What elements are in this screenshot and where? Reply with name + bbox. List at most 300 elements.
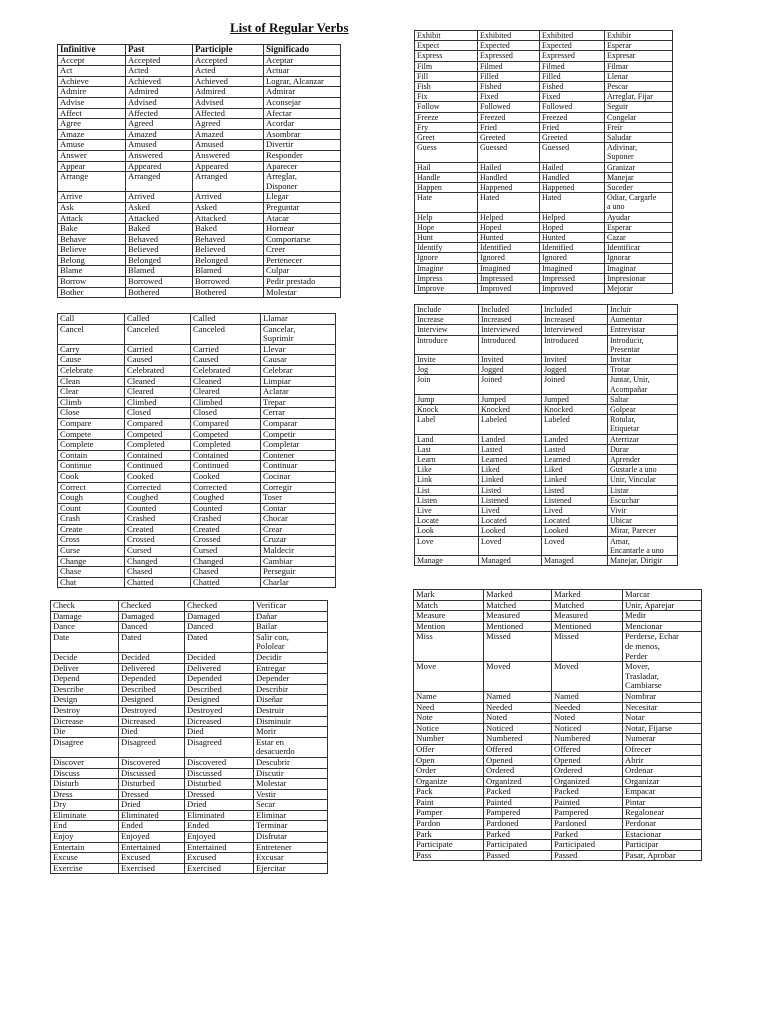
participle-cell: Linked	[542, 475, 608, 485]
meaning-cell: Cerrar	[261, 408, 336, 419]
participle-cell: Passed	[552, 850, 623, 861]
infinitive-cell: Impress	[415, 273, 478, 283]
infinitive-cell: Disagree	[51, 737, 119, 757]
meaning-cell: Aterrizar	[608, 434, 678, 444]
past-cell: Arranged	[126, 172, 193, 192]
meaning-cell: Saludar	[605, 133, 673, 143]
past-cell: Changed	[125, 556, 191, 567]
infinitive-cell: Ignore	[415, 253, 478, 263]
table-row	[51, 863, 328, 874]
infinitive-cell: Correct	[58, 482, 125, 493]
table-row	[414, 600, 702, 611]
participle-cell: Offered	[552, 744, 623, 755]
infinitive-cell: Happen	[415, 183, 478, 193]
infinitive-cell: Number	[414, 734, 484, 745]
table-row	[415, 434, 678, 444]
participle-cell: Marked	[552, 590, 623, 601]
infinitive-cell: Cancel	[58, 324, 125, 344]
meaning-cell: Organizar	[623, 776, 702, 787]
meaning-cell: Ignorar	[605, 253, 673, 263]
participle-cell: Arrived	[193, 192, 264, 203]
past-cell: Passed	[484, 850, 552, 861]
meaning-cell: Creer	[264, 245, 341, 256]
table-row	[58, 503, 336, 514]
meaning-cell: Nombrar	[623, 691, 702, 702]
past-cell: Closed	[125, 408, 191, 419]
meaning-cell: Empacar	[623, 787, 702, 798]
participle-cell: Climbed	[191, 397, 261, 408]
past-cell: Moved	[484, 662, 552, 692]
infinitive-cell: Bake	[58, 224, 126, 235]
table-row	[58, 119, 341, 130]
participle-cell: Fished	[540, 82, 605, 92]
table-row	[51, 810, 328, 821]
table-row	[58, 514, 336, 525]
past-cell: Labeled	[479, 415, 542, 434]
table-row	[415, 315, 678, 325]
table-row	[58, 567, 336, 578]
participle-cell: Ordered	[552, 766, 623, 777]
meaning-cell: Rotular, Etiquetar	[608, 415, 678, 434]
past-cell: Loved	[479, 536, 542, 555]
past-cell: Needed	[484, 702, 552, 713]
past-cell: Missed	[484, 632, 552, 662]
table-row	[58, 577, 336, 588]
table-row	[415, 375, 678, 394]
table-row	[58, 450, 336, 461]
past-cell: Chatted	[125, 577, 191, 588]
infinitive-cell: Admire	[58, 87, 126, 98]
past-cell: Disagreed	[119, 737, 185, 757]
meaning-cell: Eliminar	[254, 810, 328, 821]
table-row	[414, 808, 702, 819]
past-cell: Numbered	[484, 734, 552, 745]
table-row	[58, 324, 336, 344]
past-cell: Competed	[125, 429, 191, 440]
participle-cell: Compared	[191, 418, 261, 429]
past-cell: Acted	[126, 66, 193, 77]
participle-cell: Agreed	[193, 119, 264, 130]
past-cell: Continued	[125, 461, 191, 472]
meaning-cell: Pescar	[605, 82, 673, 92]
infinitive-cell: Climb	[58, 397, 125, 408]
meaning-cell: Perderse, Echar de menos, Perder	[623, 632, 702, 662]
infinitive-cell: Check	[51, 601, 119, 612]
table-row	[58, 213, 341, 224]
infinitive-cell: Improve	[415, 284, 478, 294]
meaning-cell: Necesitar	[623, 702, 702, 713]
table-row	[414, 734, 702, 745]
participle-cell: Eliminated	[185, 810, 254, 821]
infinitive-cell: Amaze	[58, 129, 126, 140]
meaning-cell: Identificar	[605, 243, 673, 253]
infinitive-cell: Notice	[414, 723, 484, 734]
infinitive-cell: Eliminate	[51, 810, 119, 821]
verbs-table-4	[414, 30, 673, 294]
table-row	[58, 234, 341, 245]
past-cell: Dicreased	[119, 716, 185, 727]
meaning-cell: Asombrar	[264, 129, 341, 140]
past-cell: Cleared	[125, 387, 191, 398]
infinitive-cell: Miss	[414, 632, 484, 662]
past-cell: Blamed	[126, 266, 193, 277]
table-header-row	[58, 45, 341, 56]
meaning-cell: Impresionar	[605, 273, 673, 283]
infinitive-cell: Exhibit	[415, 31, 478, 41]
meaning-cell: Manejar, Dirigir	[608, 556, 678, 566]
table-row	[58, 556, 336, 567]
participle-cell: Exercised	[185, 863, 254, 874]
past-cell: Included	[479, 305, 542, 315]
meaning-cell: Bailar	[254, 622, 328, 633]
table-row	[415, 41, 673, 51]
meaning-cell: Chocar	[261, 514, 336, 525]
past-cell: Carried	[125, 344, 191, 355]
past-cell: Followed	[478, 102, 540, 112]
infinitive-cell: Open	[414, 755, 484, 766]
infinitive-cell: Achieve	[58, 76, 126, 87]
table-row	[58, 150, 341, 161]
participle-cell: Knocked	[542, 405, 608, 415]
infinitive-cell: Increase	[415, 315, 479, 325]
past-cell: Baked	[126, 224, 193, 235]
participle-cell: Pardoned	[552, 819, 623, 830]
participle-cell: Advised	[193, 97, 264, 108]
table-row	[414, 691, 702, 702]
past-cell: Delivered	[119, 663, 185, 674]
table-row	[415, 122, 673, 132]
participle-cell: Completed	[191, 440, 261, 451]
infinitive-cell: Decide	[51, 652, 119, 663]
past-cell: Cooked	[125, 471, 191, 482]
meaning-cell: Completar	[261, 440, 336, 451]
past-cell: Filled	[478, 71, 540, 81]
infinitive-cell: Live	[415, 506, 479, 516]
infinitive-cell: Accept	[58, 55, 126, 66]
table-row	[51, 601, 328, 612]
meaning-cell: Vestir	[254, 789, 328, 800]
table-row	[51, 842, 328, 853]
infinitive-cell: Blame	[58, 266, 126, 277]
meaning-cell: Perseguir	[261, 567, 336, 578]
table-row	[415, 92, 673, 102]
table-row	[415, 536, 678, 555]
table-row	[58, 493, 336, 504]
table-row	[415, 485, 678, 495]
infinitive-cell: Handle	[415, 172, 478, 182]
infinitive-cell: Cross	[58, 535, 125, 546]
infinitive-cell: Answer	[58, 150, 126, 161]
infinitive-cell: Freeze	[415, 112, 478, 122]
past-cell: Corrected	[125, 482, 191, 493]
table-row	[58, 482, 336, 493]
participle-cell: Ignored	[540, 253, 605, 263]
meaning-cell: Listar	[608, 485, 678, 495]
table-row	[415, 193, 673, 212]
meaning-cell: Cazar	[605, 233, 673, 243]
meaning-cell: Dañar	[254, 611, 328, 622]
infinitive-cell: Mark	[414, 590, 484, 601]
past-cell: Answered	[126, 150, 193, 161]
participle-cell: Filled	[540, 71, 605, 81]
meaning-cell: Comparar	[261, 418, 336, 429]
participle-cell: Organized	[552, 776, 623, 787]
participle-cell: Described	[185, 684, 254, 695]
table-row	[58, 255, 341, 266]
meaning-cell: Unir, Aparejar	[623, 600, 702, 611]
table-row	[51, 632, 328, 652]
meaning-cell: Verificar	[254, 601, 328, 612]
past-cell: Discussed	[119, 768, 185, 779]
participle-cell: Looked	[542, 526, 608, 536]
past-cell: Agreed	[126, 119, 193, 130]
past-cell: Borrowed	[126, 277, 193, 288]
participle-cell: Joined	[542, 375, 608, 394]
table-row	[58, 202, 341, 213]
meaning-cell: Llegar	[264, 192, 341, 203]
table-row	[415, 273, 673, 283]
participle-cell: Contained	[191, 450, 261, 461]
table-row	[415, 516, 678, 526]
infinitive-cell: Create	[58, 524, 125, 535]
participle-cell: Amused	[193, 140, 264, 151]
meaning-cell: Llamar	[261, 314, 336, 325]
participle-cell: Greeted	[540, 133, 605, 143]
participle-cell: Matched	[552, 600, 623, 611]
participle-cell: Coughed	[191, 493, 261, 504]
past-cell: Celebrated	[125, 365, 191, 376]
infinitive-cell: Carry	[58, 344, 125, 355]
infinitive-cell: Land	[415, 434, 479, 444]
meaning-cell: Llevar	[261, 344, 336, 355]
meaning-cell: Responder	[264, 150, 341, 161]
meaning-cell: Seguir	[605, 102, 673, 112]
table-row	[415, 82, 673, 92]
table-row	[415, 133, 673, 143]
participle-cell: Appeared	[193, 161, 264, 172]
participle-cell: Died	[185, 727, 254, 738]
participle-cell: Fixed	[540, 92, 605, 102]
meaning-cell: Incluir	[608, 305, 678, 315]
table-row	[58, 408, 336, 419]
meaning-cell: Hornear	[264, 224, 341, 235]
past-cell: Impressed	[478, 273, 540, 283]
infinitive-cell: Manage	[415, 556, 479, 566]
past-cell: Called	[125, 314, 191, 325]
past-cell: Ignored	[478, 253, 540, 263]
past-cell: Packed	[484, 787, 552, 798]
infinitive-cell: Continue	[58, 461, 125, 472]
meaning-cell: Suceder	[605, 183, 673, 193]
past-cell: Hailed	[478, 162, 540, 172]
verbs-table-5	[414, 304, 678, 566]
past-cell: Noticed	[484, 723, 552, 734]
table-row	[58, 266, 341, 277]
participle-cell: Followed	[540, 102, 605, 112]
table-row	[414, 611, 702, 622]
table-row	[51, 853, 328, 864]
past-cell: Participated	[484, 840, 552, 851]
meaning-cell: Exhibir	[605, 31, 673, 41]
meaning-cell: Depender	[254, 674, 328, 685]
table-row	[415, 444, 678, 454]
participle-cell: Noticed	[552, 723, 623, 734]
table-row	[415, 506, 678, 516]
table-row	[414, 662, 702, 692]
past-cell: Admired	[126, 87, 193, 98]
participle-cell: Belonged	[193, 255, 264, 266]
table-row	[414, 840, 702, 851]
infinitive-cell: Cough	[58, 493, 125, 504]
table-row	[51, 789, 328, 800]
infinitive-cell: Date	[51, 632, 119, 652]
participle-cell: Participated	[552, 840, 623, 851]
past-cell: Created	[125, 524, 191, 535]
table-row	[415, 475, 678, 485]
participle-cell: Dated	[185, 632, 254, 652]
participle-cell: Packed	[552, 787, 623, 798]
meaning-cell: Regalonear	[623, 808, 702, 819]
past-cell: Arrived	[126, 192, 193, 203]
past-cell: Behaved	[126, 234, 193, 245]
meaning-cell: Freír	[605, 122, 673, 132]
meaning-cell: Ofrecer	[623, 744, 702, 755]
past-cell: Compared	[125, 418, 191, 429]
past-cell: Dried	[119, 800, 185, 811]
past-cell: Cursed	[125, 546, 191, 557]
table-row	[51, 622, 328, 633]
infinitive-cell: Act	[58, 66, 126, 77]
verbs-table-3	[50, 600, 328, 874]
infinitive-cell: Depend	[51, 674, 119, 685]
infinitive-cell: Advise	[58, 97, 126, 108]
infinitive-cell: Belong	[58, 255, 126, 266]
participle-cell: Filmed	[540, 61, 605, 71]
past-cell: Damaged	[119, 611, 185, 622]
infinitive-cell: Pass	[414, 850, 484, 861]
table-row	[415, 495, 678, 505]
infinitive-cell: Need	[414, 702, 484, 713]
meaning-cell: Comportarse	[264, 234, 341, 245]
participle-cell: Lived	[542, 506, 608, 516]
meaning-cell: Describir	[254, 684, 328, 695]
participle-cell: Listened	[542, 495, 608, 505]
past-cell: Accepted	[126, 55, 193, 66]
table-row	[51, 779, 328, 790]
infinitive-cell: Arrange	[58, 172, 126, 192]
meaning-cell: Celebrar	[261, 365, 336, 376]
meaning-cell: Durar	[608, 444, 678, 454]
table-row	[415, 61, 673, 71]
meaning-cell: Manejar	[605, 172, 673, 182]
meaning-cell: Saltar	[608, 394, 678, 404]
meaning-cell: Ubicar	[608, 516, 678, 526]
past-cell: Coughed	[125, 493, 191, 504]
meaning-cell: Esperar	[605, 222, 673, 232]
past-cell: Discovered	[119, 757, 185, 768]
meaning-cell: Culpar	[264, 266, 341, 277]
participle-cell: Parked	[552, 829, 623, 840]
infinitive-cell: Deliver	[51, 663, 119, 674]
meaning-cell: Mirar, Parecer	[608, 526, 678, 536]
meaning-cell: Crear	[261, 524, 336, 535]
infinitive-cell: Love	[415, 536, 479, 555]
past-cell: Marked	[484, 590, 552, 601]
past-cell: Mentioned	[484, 621, 552, 632]
table-row	[414, 850, 702, 861]
infinitive-cell: Call	[58, 314, 125, 325]
past-cell: Knocked	[479, 405, 542, 415]
past-cell: Handled	[478, 172, 540, 182]
table-row	[414, 829, 702, 840]
past-cell: Located	[479, 516, 542, 526]
meaning-cell: Pedir prestado	[264, 277, 341, 288]
infinitive-cell: Cook	[58, 471, 125, 482]
past-cell: Advised	[126, 97, 193, 108]
participle-cell: Named	[552, 691, 623, 702]
infinitive-cell: Bother	[58, 287, 126, 298]
meaning-cell: Notar	[623, 713, 702, 724]
infinitive-cell: Destroy	[51, 705, 119, 716]
meaning-cell: Mejorar	[605, 284, 673, 294]
participle-cell: Opened	[552, 755, 623, 766]
past-cell: Disturbed	[119, 779, 185, 790]
past-cell: Asked	[126, 202, 193, 213]
meaning-cell: Entregar	[254, 663, 328, 674]
table-row	[58, 418, 336, 429]
past-cell: Entertained	[119, 842, 185, 853]
past-cell: Opened	[484, 755, 552, 766]
table-row	[414, 702, 702, 713]
past-cell: Jumped	[479, 394, 542, 404]
infinitive-cell: Curse	[58, 546, 125, 557]
table-row	[414, 787, 702, 798]
meaning-cell: Entretener	[254, 842, 328, 853]
meaning-cell: Ejercitar	[254, 863, 328, 874]
meaning-cell: Cocinar	[261, 471, 336, 482]
past-cell: Crossed	[125, 535, 191, 546]
infinitive-cell: Park	[414, 829, 484, 840]
table-row	[415, 112, 673, 122]
participle-cell: Measured	[552, 611, 623, 622]
meaning-cell: Golpear	[608, 405, 678, 415]
meaning-cell: Gustarle a uno	[608, 465, 678, 475]
past-cell: Lived	[479, 506, 542, 516]
meaning-cell: Limpiar	[261, 376, 336, 387]
past-cell: Exhibited	[478, 31, 540, 41]
past-cell: Greeted	[478, 133, 540, 143]
table-row	[415, 172, 673, 182]
table-row	[415, 143, 673, 162]
past-cell: Amused	[126, 140, 193, 151]
past-cell: Believed	[126, 245, 193, 256]
meaning-cell: Ayudar	[605, 212, 673, 222]
meaning-cell: Llenar	[605, 71, 673, 81]
meaning-cell: Medir	[623, 611, 702, 622]
infinitive-cell: Mention	[414, 621, 484, 632]
meaning-cell: Causar	[261, 355, 336, 366]
table-row	[58, 397, 336, 408]
participle-cell: Damaged	[185, 611, 254, 622]
meaning-cell: Contener	[261, 450, 336, 461]
table-row	[415, 415, 678, 434]
participle-cell: Disagreed	[185, 737, 254, 757]
past-cell: Bothered	[126, 287, 193, 298]
infinitive-cell: Amuse	[58, 140, 126, 151]
participle-cell: Increased	[542, 315, 608, 325]
infinitive-cell: Order	[414, 766, 484, 777]
infinitive-cell: Follow	[415, 102, 478, 112]
